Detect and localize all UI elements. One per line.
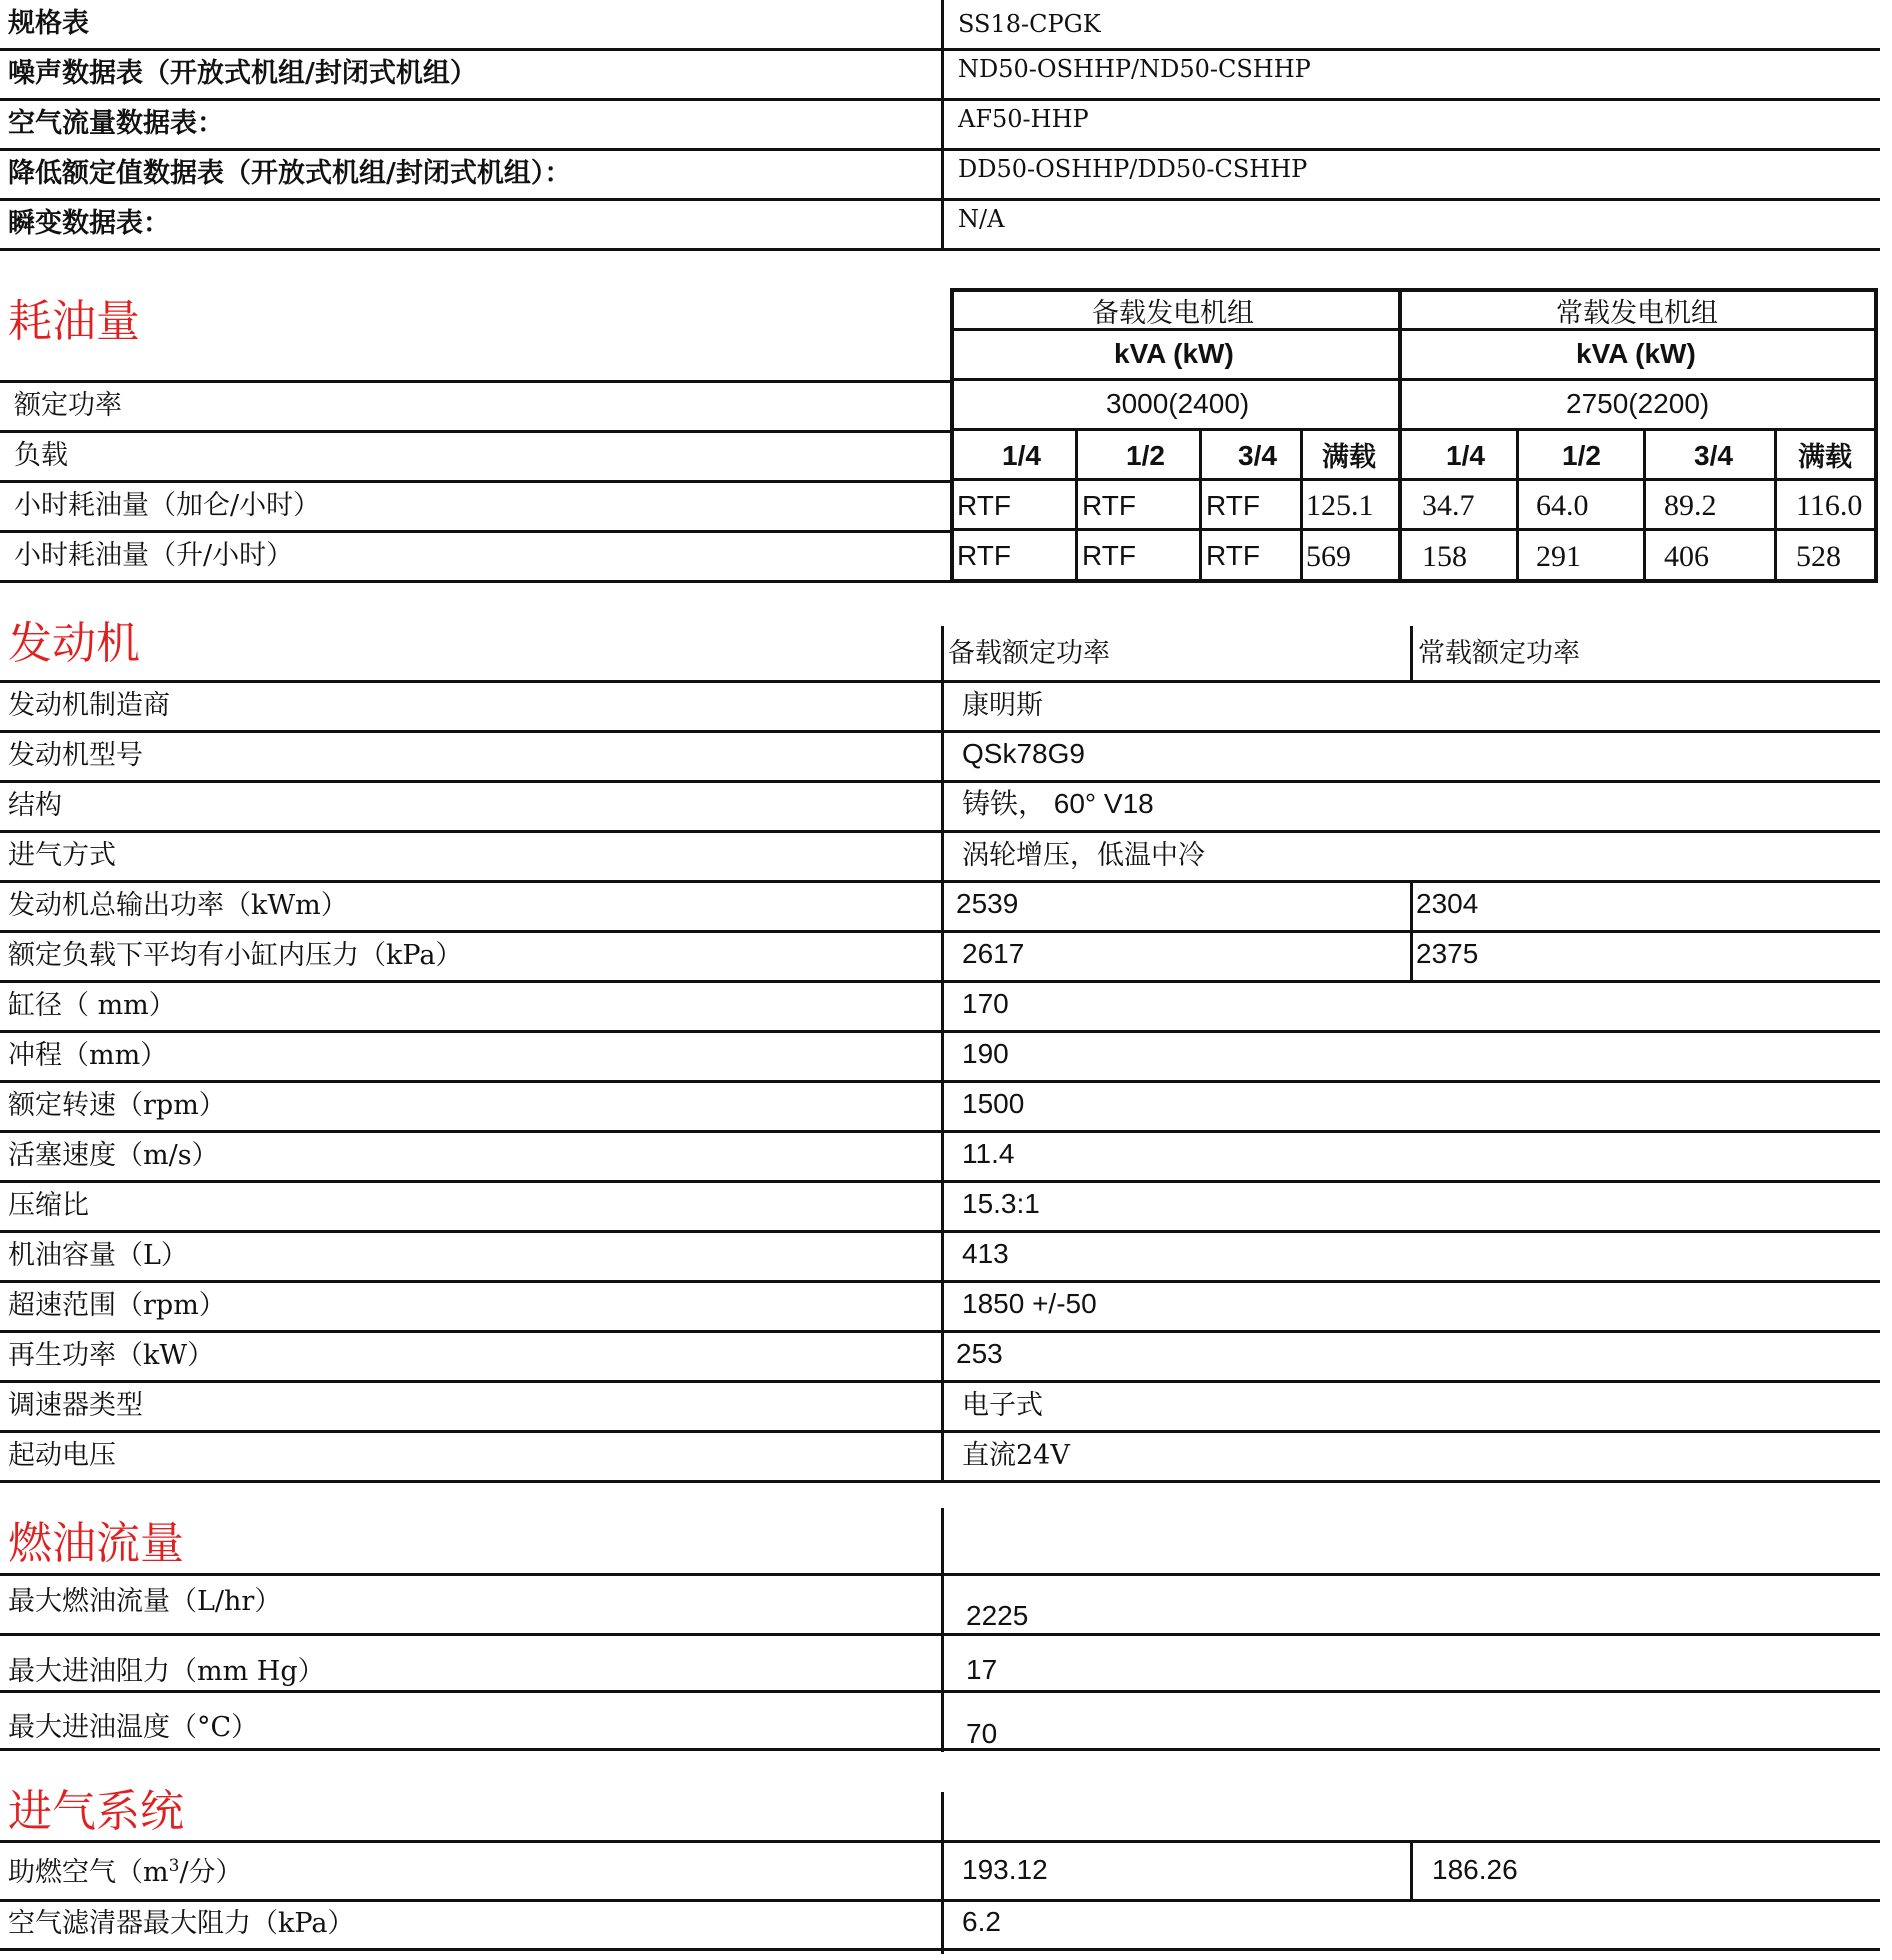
section-title-air-intake: 进气系统 <box>8 1786 184 1837</box>
divider <box>950 478 1878 481</box>
divider <box>1410 626 1413 682</box>
transient-sheet-label: 瞬变数据表： <box>8 208 170 239</box>
divider <box>0 1899 1880 1902</box>
standby-rated-power: 3000(2400) <box>1106 388 1250 419</box>
load-label: 负载 <box>14 440 68 471</box>
standby-liter-cell: RTF <box>1206 540 1260 571</box>
divider <box>0 1840 1880 1843</box>
max-inlet-temp-label: 最大进油温度（°C） <box>8 1712 259 1743</box>
divider <box>950 328 1878 331</box>
derate-sheet-label: 降低额定值数据表（开放式机组/封闭式机组）： <box>8 158 572 189</box>
divider <box>1643 428 1646 583</box>
spec-sheet-value: SS18-CPGK <box>958 10 1101 38</box>
max-fuel-flow-label: 最大燃油流量（L/hr） <box>8 1586 282 1617</box>
piston-speed-value: 11.4 <box>962 1138 1015 1169</box>
prime-unit: kVA (kW) <box>1576 338 1696 369</box>
construction-label: 结构 <box>8 790 62 821</box>
transient-sheet-value: N/A <box>958 205 1005 233</box>
load-header: 1/2 <box>1562 440 1601 471</box>
derate-sheet-value: DD50-OSHHP/DD50-CSHHP <box>958 155 1308 183</box>
section-title-fuel-consumption: 耗油量 <box>8 296 140 347</box>
divider <box>941 1792 944 1954</box>
divider <box>1398 288 1402 583</box>
governor-type-label: 调速器类型 <box>8 1390 143 1421</box>
divider <box>0 148 1880 151</box>
divider <box>0 480 950 483</box>
divider <box>941 626 944 1481</box>
combustion-air-prime: 186.26 <box>1432 1854 1518 1885</box>
divider <box>1199 428 1202 583</box>
starting-voltage-label: 起动电压 <box>8 1440 116 1471</box>
load-header: 满载 <box>1798 442 1852 473</box>
prime-gal-cell: 89.2 <box>1664 489 1717 522</box>
prime-gal-cell: 64.0 <box>1536 489 1589 522</box>
bmep-label: 额定负载下平均有小缸内压力（kPa） <box>8 940 463 971</box>
divider <box>0 1080 1880 1083</box>
divider <box>0 1230 1880 1233</box>
combustion-air-standby: 193.12 <box>962 1854 1048 1885</box>
governor-type-value: 电子式 <box>962 1390 1043 1421</box>
divider <box>0 1180 1880 1183</box>
divider <box>0 1280 1880 1283</box>
prime-liter-cell: 528 <box>1796 540 1841 573</box>
divider <box>0 880 1880 883</box>
divider <box>0 830 1880 833</box>
divider <box>0 1430 1880 1433</box>
load-header: 3/4 <box>1694 440 1733 471</box>
air-filter-restriction-value: 6.2 <box>962 1906 1001 1937</box>
prime-genset-title: 常载发电机组 <box>1556 298 1718 329</box>
divider <box>0 980 1880 983</box>
load-header: 1/4 <box>1002 440 1041 471</box>
divider <box>1774 428 1777 583</box>
divider <box>0 1690 1880 1693</box>
oil-capacity-label: 机油容量（L） <box>8 1240 188 1271</box>
divider <box>950 528 1878 531</box>
divider <box>0 198 1880 201</box>
bore-value: 170 <box>962 988 1009 1019</box>
standby-gal-cell: 125.1 <box>1306 489 1374 522</box>
divider <box>0 430 950 433</box>
spec-sheet-label: 规格表 <box>8 8 89 39</box>
engine-model-label: 发动机型号 <box>8 740 143 771</box>
load-header: 1/4 <box>1446 440 1485 471</box>
standby-gal-cell: RTF <box>1082 490 1136 521</box>
divider <box>0 1480 1880 1483</box>
max-fuel-flow-value: 2225 <box>966 1600 1029 1631</box>
divider <box>0 48 1880 51</box>
piston-speed-label: 活塞速度（m/s） <box>8 1140 219 1171</box>
gross-output-label: 发动机总输出功率（kWm） <box>8 890 348 921</box>
construction-value: 铸铁， 60° V18 <box>962 788 1154 819</box>
prime-liter-cell: 291 <box>1536 540 1581 573</box>
rated-speed-value: 1500 <box>962 1088 1025 1119</box>
starting-voltage-value: 直流24V <box>962 1440 1070 1471</box>
standby-gal-cell: RTF <box>1206 490 1260 521</box>
load-header: 1/2 <box>1126 440 1165 471</box>
divider <box>0 580 950 583</box>
load-header: 满载 <box>1322 442 1376 473</box>
cubic-superscript: 3 <box>168 1856 180 1876</box>
divider <box>941 1508 944 1752</box>
fuel-consumption-grid <box>950 288 1878 583</box>
standby-rating-header: 备载额定功率 <box>948 638 1110 669</box>
divider <box>1075 428 1078 583</box>
divider <box>0 530 950 533</box>
divider <box>0 1748 1880 1751</box>
standby-gal-cell: RTF <box>957 490 1011 521</box>
rated-speed-label: 额定转速（rpm） <box>8 1090 226 1121</box>
oil-capacity-value: 413 <box>962 1238 1009 1269</box>
section-title-engine: 发动机 <box>8 618 140 669</box>
divider <box>0 780 1880 783</box>
compression-ratio-label: 压缩比 <box>8 1190 89 1221</box>
prime-gal-cell: 34.7 <box>1422 489 1475 522</box>
divider <box>941 0 944 250</box>
divider <box>1516 428 1519 583</box>
engine-model-value: QSk78G9 <box>962 738 1085 769</box>
divider <box>0 1330 1880 1333</box>
stroke-label: 冲程（mm） <box>8 1040 168 1071</box>
bore-label: 缸径（ mm） <box>8 990 176 1021</box>
aspiration-label: 进气方式 <box>8 840 116 871</box>
section-title-fuel-flow: 燃油流量 <box>8 1518 184 1569</box>
prime-liter-cell: 406 <box>1664 540 1709 573</box>
divider <box>0 248 1880 251</box>
divider <box>950 378 1878 381</box>
engine-manufacturer-label: 发动机制造商 <box>8 690 170 721</box>
bmep-standby: 2617 <box>962 938 1025 969</box>
standby-genset-title: 备载发电机组 <box>1092 298 1254 329</box>
regen-power-value: 253 <box>956 1338 1003 1369</box>
divider <box>0 680 1880 683</box>
standby-liter-cell: RTF <box>1082 540 1136 571</box>
divider <box>1410 1840 1413 1902</box>
standby-unit: kVA (kW) <box>1114 338 1234 369</box>
fuel-liter-label: 小时耗油量（升/小时） <box>14 540 294 571</box>
gross-output-standby: 2539 <box>956 888 1019 919</box>
max-inlet-temp-value: 70 <box>966 1718 998 1749</box>
stroke-value: 190 <box>962 1038 1009 1069</box>
load-header: 3/4 <box>1238 440 1277 471</box>
divider <box>0 1573 1880 1576</box>
divider <box>0 1948 1880 1951</box>
max-inlet-restriction-value: 17 <box>966 1654 998 1685</box>
divider <box>0 1030 1880 1033</box>
noise-sheet-value: ND50-OSHHP/ND50-CSHHP <box>958 55 1311 83</box>
gross-output-prime: 2304 <box>1416 888 1479 919</box>
noise-sheet-label: 噪声数据表（开放式机组/封闭式机组） <box>8 58 477 89</box>
divider <box>0 1633 1880 1636</box>
aspiration-value: 涡轮增压，低温中冷 <box>962 840 1205 871</box>
air-filter-restriction-label: 空气滤清器最大阻力（kPa） <box>8 1908 355 1939</box>
prime-rating-header: 常载额定功率 <box>1418 638 1580 669</box>
engine-manufacturer-value: 康明斯 <box>962 690 1043 721</box>
divider <box>0 1130 1880 1133</box>
max-inlet-restriction-label: 最大进油阻力（mm Hg） <box>8 1656 325 1687</box>
overspeed-label: 超速范围（rpm） <box>8 1290 226 1321</box>
divider <box>0 380 950 383</box>
divider <box>0 1380 1880 1383</box>
combustion-air-label: 助燃空气（$m^3/$分） <box>8 1856 243 1888</box>
prime-gal-cell: 116.0 <box>1796 489 1863 522</box>
divider <box>0 930 1880 933</box>
regen-power-label: 再生功率（kW） <box>8 1340 215 1371</box>
airflow-sheet-label: 空气流量数据表： <box>8 108 224 139</box>
divider <box>950 428 1878 431</box>
divider <box>0 98 1880 101</box>
fuel-gal-label: 小时耗油量（加仑/小时） <box>14 490 321 521</box>
standby-liter-cell: RTF <box>957 540 1011 571</box>
compression-ratio-value: 15.3:1 <box>962 1188 1040 1219</box>
divider <box>0 730 1880 733</box>
bmep-prime: 2375 <box>1416 938 1479 969</box>
standby-liter-cell: 569 <box>1306 540 1351 573</box>
prime-liter-cell: 158 <box>1422 540 1467 573</box>
divider <box>1300 428 1303 583</box>
overspeed-value: 1850 +/-50 <box>962 1288 1097 1319</box>
prime-rated-power: 2750(2200) <box>1566 388 1710 419</box>
rated-power-label: 额定功率 <box>14 390 122 421</box>
airflow-sheet-value: AF50-HHP <box>958 105 1089 133</box>
